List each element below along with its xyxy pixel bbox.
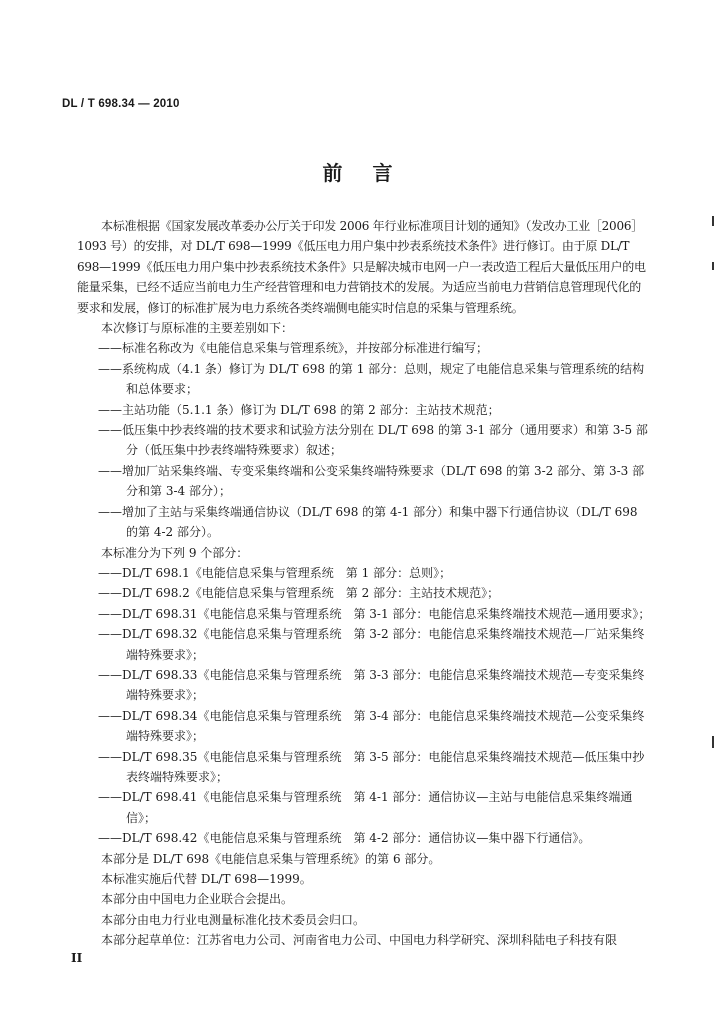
change-item: ——系统构成（4.1 条）修订为 DL/T 698 的第 1 部分：总则，规定了电能信息采集与管理系统的结构和总体要求； <box>98 361 645 397</box>
title-char-2: 言 <box>372 161 395 185</box>
standard-code: DL / T 698.34 — 2010 <box>62 98 180 110</box>
part-item: ——DL/T 698.1《电能信息采集与管理系统 第 1 部分：总则》； <box>98 565 452 580</box>
part-item: ——DL/T 698.31《电能信息采集与管理系统 第 3-1 部分：电能信息采集终端技术规范—通用要求》； <box>98 606 651 621</box>
change-item: ——增加了主站与采集终端通信协议（DL/T 698 的第 4-1 部分）和集中器下行通信协议（DL/T 698 的第 4-2 部分）。 <box>98 504 638 540</box>
closing-line: 本标准实施后代替 DL/T 698—1999。 <box>101 872 312 886</box>
document-body <box>77 216 651 951</box>
change-item: ——低压集中抄表终端的技术要求和试验方法分别在 DL/T 698 的第 3-1 部分（通用要求）和第 3-5 部分（低压集中抄表终端特殊要求）叙述； <box>98 423 648 458</box>
part-item: ——DL/T 698.33《电能信息采集与管理系统 第 3-3 部分：电能信息采集终端技术规范—专变采集终端特殊要求》； <box>98 667 645 703</box>
scan-mark <box>712 216 714 226</box>
page-number: II <box>71 951 83 965</box>
part-item: ——DL/T 698.41《电能信息采集与管理系统 第 4-1 部分：通信协议—主站与电能信息采集终端通信》； <box>98 790 633 825</box>
closing-line: 本部分由电力行业电测量标准化技术委员会归口。 <box>101 912 366 927</box>
parts-heading: 本标准分为下列 9 个部分： <box>101 545 249 560</box>
scan-mark <box>712 736 714 748</box>
part-item: ——DL/T 698.34《电能信息采集与管理系统 第 3-4 部分：电能信息采集终端技术规范—公变采集终端特殊要求》； <box>98 708 645 744</box>
part-item: ——DL/T 698.32《电能信息采集与管理系统 第 3-2 部分：电能信息采集终端技术规范—厂站采集终端特殊要求》； <box>98 627 645 662</box>
closing-line: 本部分起草单位：江苏省电力公司、河南省电力公司、中国电力科学研究、深圳科陆电子科技有限 <box>101 933 618 948</box>
part-item: ——DL/T 698.35《电能信息采集与管理系统 第 3-5 部分：电能信息采集终端技术规范—低压集中抄表终端特殊要求》； <box>98 749 645 784</box>
part-item: ——DL/T 698.42《电能信息采集与管理系统 第 4-2 部分：通信协议—集中器下行通信》。 <box>98 831 591 846</box>
change-item: ——主站功能（5.1.1 条）修订为 DL/T 698 的第 2 部分：主站技术规范； <box>98 402 500 417</box>
intro-paragraph: 本标准根据《国家发展改革委办公厅关于印发 2006 年行业标准项目计划的通知》（发改办工业［2006］1093 号）的安排，对 DL/T 698—1999《低压电力用户集中抄表系统技术条件》进行修订。由于原 DL/T 698—1999《低压电力用户集中抄表系统技术条件》只是解决城市电网一户一表改造工程后大量低压用户的电能量采集，已经不适应当前电力生产经营管理和电力营销技术的发展。为适应当前电力营销信息管理现代化的要求和发展，修订的标准扩展为电力系统各类终端侧电能实时信息的采集与管理系统。 <box>77 219 646 315</box>
change-item: ——标准名称改为《电能信息采集与管理系统》，并按部分标准进行编写； <box>98 341 489 356</box>
changes-heading: 本次修订与原标准的主要差别如下： <box>101 321 294 336</box>
closing-line: 本部分由中国电力企业联合会提出。 <box>101 892 294 907</box>
change-item: ——增加厂站采集终端、专变采集终端和公变采集终端特殊要求（DL/T 698 的第 3-2 部分、第 3-3 部分和第 3-4 部分）； <box>98 463 645 499</box>
page-title <box>0 157 717 186</box>
title-char-1: 前 <box>322 161 345 185</box>
closing-line: 本部分是 DL/T 698《电能信息采集与管理系统》的第 6 部分。 <box>101 851 441 866</box>
part-item: ——DL/T 698.2《电能信息采集与管理系统 第 2 部分：主站技术规范》； <box>98 586 500 601</box>
scan-mark <box>712 262 714 270</box>
